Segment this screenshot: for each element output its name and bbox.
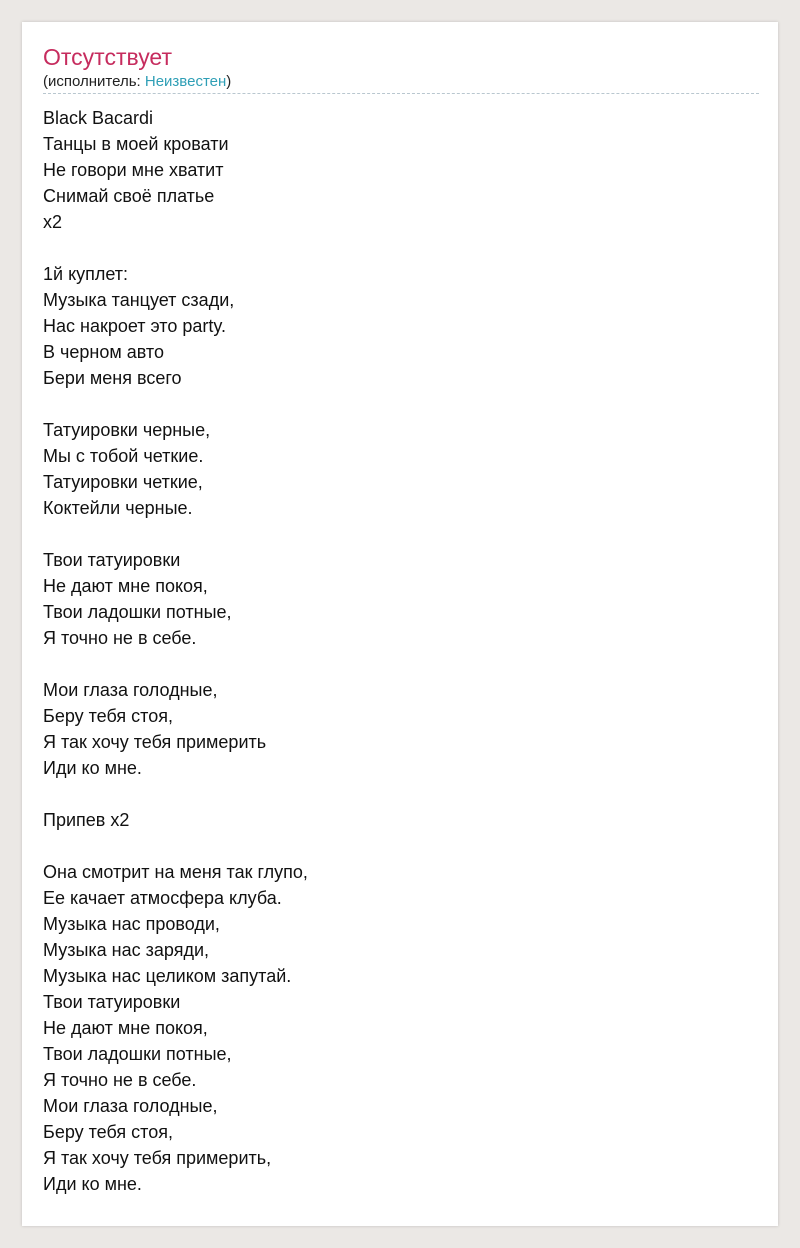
lyric-line: Беру тебя стоя, (43, 1122, 173, 1142)
artist-prefix: (исполнитель: (43, 73, 145, 90)
lyric-line: В черном авто (43, 342, 164, 362)
lyric-line: Татуировки четкие, (43, 472, 203, 492)
lyric-line: Она смотрит на меня так глупо, (43, 862, 308, 882)
lyric-line: Коктейли черные. (43, 498, 193, 518)
artist-line (43, 72, 231, 92)
lyric-line: Иди ко мне. (43, 758, 142, 778)
lyric-line: Я так хочу тебя примерить (43, 732, 267, 752)
lyrics-body (43, 105, 759, 1197)
lyric-line (43, 781, 759, 807)
lyric-line: Твои ладошки потные, (43, 1044, 232, 1064)
lyric-line: Иди ко мне. (43, 1174, 142, 1194)
lyric-line: Я точно не в себе. (43, 628, 197, 648)
lyric-line: Музыка нас проводи, (43, 914, 220, 934)
lyric-line: Музыка танцует сзади, (43, 290, 235, 310)
lyric-line: Я точно не в себе. (43, 1070, 197, 1090)
lyric-line: Не дают мне покоя, (43, 1018, 208, 1038)
lyric-line: Припев x2 (43, 810, 130, 830)
lyric-line (43, 391, 759, 417)
lyric-line: Татуировки черные, (43, 420, 211, 440)
header-divider (43, 93, 759, 94)
lyric-line (43, 833, 759, 859)
lyric-line (43, 235, 759, 261)
lyric-line: Твои татуировки (43, 550, 181, 570)
lyric-line: Я так хочу тебя примерить, (43, 1148, 272, 1168)
artist-link[interactable]: Неизвестен (144, 73, 227, 90)
lyric-line: x2 (43, 212, 63, 232)
lyric-line: Нас накроет это party. (43, 316, 227, 336)
lyric-line: Не говори мне хватит (43, 160, 224, 180)
lyric-line: Мы с тобой четкие. (43, 446, 204, 466)
lyric-line: Музыка нас целиком запутай. (43, 966, 292, 986)
lyric-line: Мои глаза голодные, (43, 1096, 218, 1116)
artist-suffix: ) (226, 73, 232, 90)
lyric-line: Танцы в моей кровати (43, 134, 229, 154)
lyric-line: Твои татуировки (43, 992, 181, 1012)
lyrics-card (22, 22, 778, 1226)
lyric-line (43, 651, 759, 677)
lyric-line: 1й куплет: (43, 264, 129, 284)
lyric-line: Беру тебя стоя, (43, 706, 173, 726)
lyric-line: Ее качает атмосфера клуба. (43, 888, 282, 908)
lyric-line: Мои глаза голодные, (43, 680, 218, 700)
lyric-line: Бери меня всего (43, 368, 182, 388)
lyric-line: Снимай своё платье (43, 186, 215, 206)
lyric-line: Музыка нас заряди, (43, 940, 209, 960)
lyric-line (43, 521, 759, 547)
lyric-line: Black Bacardi (43, 108, 154, 128)
song-title: Отсутствует (43, 44, 172, 70)
lyric-line: Твои ладошки потные, (43, 602, 232, 622)
lyric-line: Не дают мне покоя, (43, 576, 208, 596)
